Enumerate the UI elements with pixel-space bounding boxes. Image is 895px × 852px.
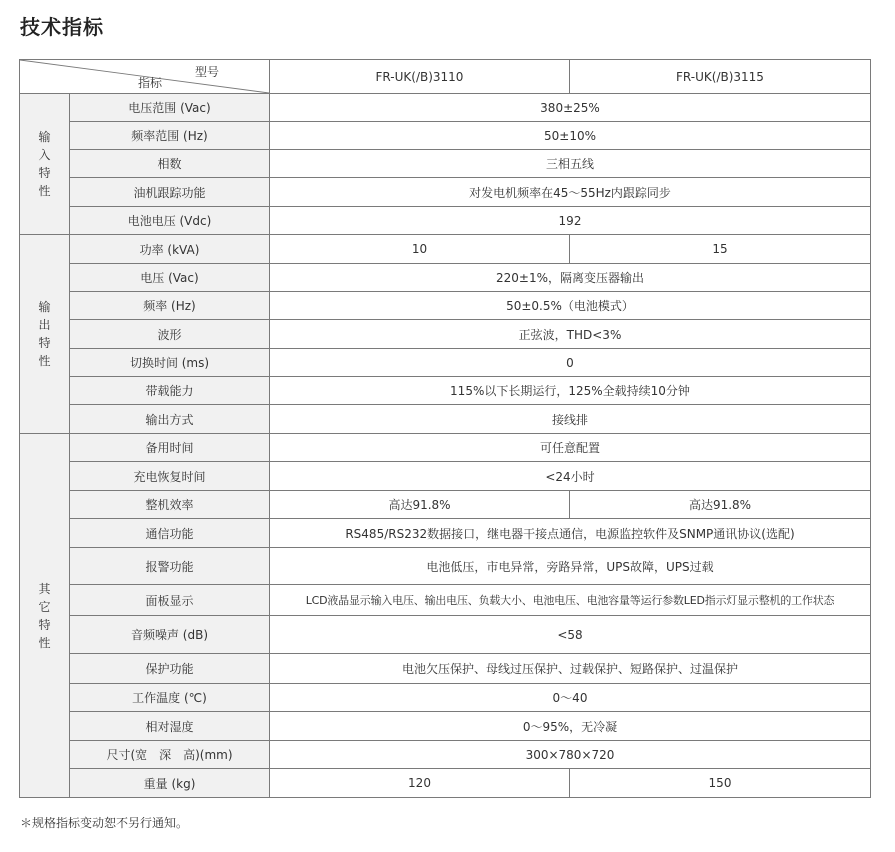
row-label: 油机跟踪功能 — [70, 178, 270, 207]
table-row — [20, 769, 871, 798]
row-label: 工作温度 (℃) — [70, 684, 270, 712]
row-label: 充电恢复时间 — [70, 462, 270, 491]
row-value: 50±0.5%（电池模式） — [270, 292, 871, 320]
table-row — [20, 349, 871, 377]
row-value-b: 15 — [570, 235, 871, 264]
row-value-b: 高达91.8% — [570, 491, 871, 519]
table-row — [20, 178, 871, 207]
footnote: ＊规格指标变动恕不另行通知。 — [20, 816, 189, 830]
spec-table — [19, 59, 871, 798]
table-row — [20, 94, 871, 122]
table-row — [20, 684, 871, 712]
table-row — [20, 585, 871, 616]
table-row — [20, 434, 871, 462]
row-value: 电池欠压保护、母线过压保护、过载保护、短路保护、过温保护 — [270, 654, 871, 684]
table-row — [20, 292, 871, 320]
row-label: 电压范围 (Vac) — [70, 94, 270, 122]
table-row — [20, 462, 871, 491]
row-label: 重量 (kg) — [70, 769, 270, 798]
group-output — [20, 235, 70, 434]
row-value-a: 10 — [270, 235, 570, 264]
table-row — [20, 654, 871, 684]
row-label: 频率 (Hz) — [70, 292, 270, 320]
row-value: 50±10% — [270, 122, 871, 150]
table-row — [20, 616, 871, 654]
corner-spec-label: 指标 — [138, 76, 163, 90]
row-label: 备用时间 — [70, 434, 270, 462]
row-label: 整机效率 — [70, 491, 270, 519]
row-value: 300×780×720 — [270, 741, 871, 769]
row-label: 电池电压 (Vdc) — [70, 207, 270, 235]
table-row — [20, 548, 871, 585]
group-other — [20, 434, 70, 798]
header-corner — [20, 60, 270, 94]
row-value-a: 120 — [270, 769, 570, 798]
row-label: 电压 (Vac) — [70, 264, 270, 292]
row-value: <58 — [270, 616, 871, 654]
row-value: 0～95%，无冷凝 — [270, 712, 871, 741]
model-b-header: FR-UK(/B)3115 — [570, 60, 871, 94]
row-value: 0～40 — [270, 684, 871, 712]
page-title: 技术指标 — [20, 15, 104, 39]
row-value: 192 — [270, 207, 871, 235]
group-label: 输入特性 — [38, 130, 51, 198]
table-row — [20, 207, 871, 235]
row-value: <24小时 — [270, 462, 871, 491]
row-label: 报警功能 — [70, 548, 270, 585]
row-label: 功率 (kVA) — [70, 235, 270, 264]
row-label: 尺寸(宽 深 高)(mm) — [70, 741, 270, 769]
row-value: 正弦波，THD<3% — [270, 320, 871, 349]
corner-model-label: 型号 — [194, 65, 219, 79]
table-row — [20, 264, 871, 292]
row-value-b: 150 — [570, 769, 871, 798]
group-label: 输出特性 — [38, 300, 51, 368]
row-value-a: 高达91.8% — [270, 491, 570, 519]
row-value: 三相五线 — [270, 150, 871, 178]
row-label: 切换时间 (ms) — [70, 349, 270, 377]
row-value: 可任意配置 — [270, 434, 871, 462]
row-label: 波形 — [70, 320, 270, 349]
row-value: 电池低压，市电异常，旁路异常，UPS故障，UPS过载 — [270, 548, 871, 585]
table-row — [20, 377, 871, 405]
row-label: 频率范围 (Hz) — [70, 122, 270, 150]
table-row — [20, 150, 871, 178]
row-label: 相对湿度 — [70, 712, 270, 741]
row-label: 带载能力 — [70, 377, 270, 405]
table-row — [20, 122, 871, 150]
row-value: RS485/RS232数据接口，继电器干接点通信，电源监控软件及SNMP通讯协议(选配) — [270, 519, 871, 548]
row-label: 相数 — [70, 150, 270, 178]
table-row — [20, 712, 871, 741]
group-input — [20, 94, 70, 235]
model-a-header: FR-UK(/B)3110 — [270, 60, 570, 94]
table-row — [20, 235, 871, 264]
row-label: 输出方式 — [70, 405, 270, 434]
row-label: 保护功能 — [70, 654, 270, 684]
group-label: 其它特性 — [38, 581, 51, 650]
row-value: 对发电机频率在45～55Hz内跟踪同步 — [270, 178, 871, 207]
table-header-row — [20, 60, 871, 94]
row-label: 音频噪声 (dB) — [70, 616, 270, 654]
table-row — [20, 491, 871, 519]
row-value: 380±25% — [270, 94, 871, 122]
table-row — [20, 405, 871, 434]
row-value: 0 — [270, 349, 871, 377]
row-value: LCD液晶显示输入电压、输出电压、负载大小、电池电压、电池容量等运行参数LED指示灯显示整机的工作状态 — [270, 585, 871, 616]
row-value: 220±1%，隔离变压器输出 — [270, 264, 871, 292]
table-row — [20, 741, 871, 769]
row-label: 通信功能 — [70, 519, 270, 548]
table-row — [20, 519, 871, 548]
row-label: 面板显示 — [70, 585, 270, 616]
table-row — [20, 320, 871, 349]
row-value: 接线排 — [270, 405, 871, 434]
row-value: 115%以下长期运行，125%全载持续10分钟 — [270, 377, 871, 405]
